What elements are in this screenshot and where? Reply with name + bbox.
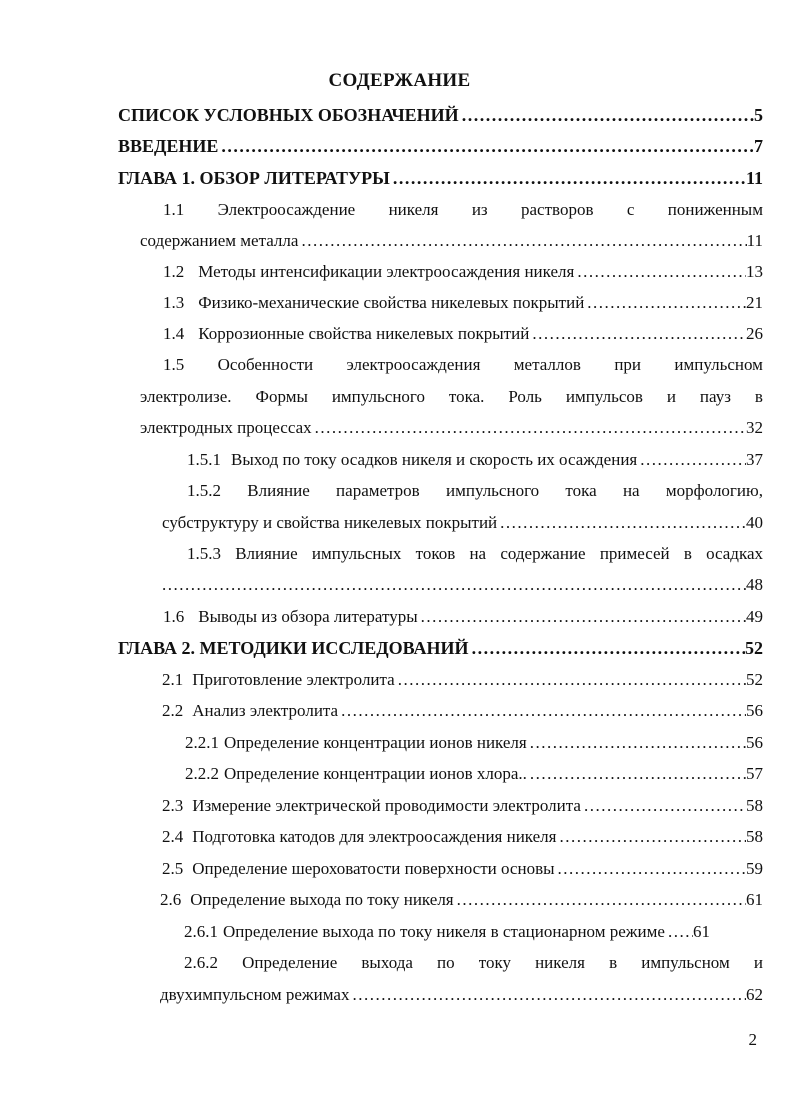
- toc-entry-title: Коррозионные свойства никелевых покрытий: [198, 324, 530, 343]
- toc-entry-number: 2.2: [162, 701, 184, 720]
- toc-word: Влияние: [247, 481, 310, 500]
- toc-word: параметров: [336, 481, 420, 500]
- toc-entry-page: 32: [746, 418, 763, 437]
- toc-word: Роль: [508, 387, 542, 406]
- toc-word: импульсных: [311, 544, 402, 563]
- toc-entry-page: 21: [746, 293, 763, 312]
- toc-word: электроосаждения: [346, 355, 481, 374]
- toc-word: импульсов: [565, 387, 643, 406]
- toc-entry-page: 26: [746, 324, 763, 343]
- toc-entry-number: 1.5.1: [187, 450, 221, 469]
- toc-word: в: [609, 953, 618, 972]
- toc-entry-number: 2.6: [160, 890, 182, 909]
- toc-entry-title: Определение шероховатости поверхности основы: [192, 859, 555, 878]
- dot-leader: [665, 919, 693, 945]
- toc-entry-page: 11: [745, 168, 763, 188]
- dot-leader: [497, 510, 746, 536]
- toc-entry-title: Выводы из обзора литературы: [198, 607, 418, 626]
- toc-word: из: [471, 200, 488, 219]
- toc-entry-title: Физико-механические свойства никелевых покрытий: [198, 293, 585, 312]
- toc-entry-page: 52: [745, 638, 763, 658]
- toc-entry-title: субструктуру и свойства никелевых покрытий: [162, 513, 498, 532]
- toc-word: и: [753, 953, 763, 972]
- toc-entry-title: Анализ электролита: [192, 701, 339, 720]
- toc-entry[interactable]: [163, 604, 763, 630]
- toc-entry-title: Измерение электрической проводимости электролита: [192, 796, 581, 815]
- toc-word: пауз: [699, 387, 731, 406]
- toc-entry-number: 1.3: [163, 293, 185, 312]
- toc-entry-page: 5: [754, 105, 763, 125]
- toc-word: примесей: [599, 544, 670, 563]
- toc-word: и: [666, 387, 676, 406]
- toc-entry-title: ГЛАВА 1. ОБЗОР ЛИТЕРАТУРЫ: [118, 168, 390, 188]
- dot-leader: [162, 572, 746, 598]
- toc-entry-page: 56: [746, 701, 763, 720]
- toc-word: никеля: [388, 200, 439, 219]
- toc-entry-title: двухимпульсном режимах: [160, 985, 350, 1004]
- toc-entry-title: СПИСОК УСЛОВНЫХ ОБОЗНАЧЕНИЙ: [118, 105, 459, 125]
- toc-entry[interactable]: [185, 761, 763, 787]
- toc-entry-page: 56: [746, 733, 763, 752]
- toc-entry[interactable]: [187, 447, 763, 473]
- toc-word: Влияние: [235, 544, 298, 563]
- toc-word: Электроосаждение: [217, 200, 356, 219]
- toc-entry-line3[interactable]: [140, 415, 763, 441]
- toc-word: с: [626, 200, 635, 219]
- toc-entry-page: 11: [746, 231, 763, 250]
- toc-entry[interactable]: [163, 321, 763, 347]
- toc-word: Определение: [242, 953, 338, 972]
- toc-entry-page: 61: [746, 890, 763, 909]
- toc-word: выхода: [361, 953, 413, 972]
- toc-word: тока.: [448, 387, 485, 406]
- toc-entry-line1[interactable]: [163, 197, 763, 223]
- toc-word: на: [622, 481, 640, 500]
- toc-entry-title: содержанием металла: [140, 231, 299, 250]
- toc-word: в: [683, 544, 692, 563]
- dot-leader: [218, 133, 754, 159]
- toc-word: осадках: [706, 544, 763, 563]
- toc-entry-title: Приготовление электролита: [192, 670, 395, 689]
- toc-entry[interactable]: [118, 165, 763, 191]
- toc-word: по: [437, 953, 455, 972]
- toc-entry-title: Методы интенсификации электроосаждения никеля: [198, 262, 575, 281]
- toc-entry-page: 58: [746, 796, 763, 815]
- dot-leader: [395, 667, 746, 693]
- toc-entry-page: 37: [746, 450, 763, 469]
- toc-entry-title: Определение концентрации ионов никеля: [224, 733, 527, 752]
- toc-entry-line1[interactable]: [187, 541, 763, 567]
- dot-leader: [454, 887, 746, 913]
- toc-entry-number: 2.2.2: [185, 764, 219, 783]
- toc-word: токов: [415, 544, 456, 563]
- toc-word: содержание: [500, 544, 586, 563]
- toc-word: морфологию,: [665, 481, 763, 500]
- dot-leader: [557, 824, 747, 850]
- toc-entry[interactable]: [184, 919, 763, 945]
- toc-entry[interactable]: [162, 824, 763, 850]
- dot-leader: [555, 856, 746, 882]
- toc-entry-line1[interactable]: [184, 950, 763, 976]
- toc-entry-number: 2.6.2: [184, 953, 218, 972]
- dot-leader: [527, 761, 746, 787]
- toc-entry-number: 1.6: [163, 607, 185, 626]
- toc-entry[interactable]: [118, 133, 763, 159]
- toc-entry[interactable]: [118, 102, 763, 128]
- toc-entry-page: 62: [746, 985, 763, 1004]
- toc-entry[interactable]: [160, 887, 763, 913]
- toc-word: в: [754, 387, 763, 406]
- toc-entry[interactable]: [162, 667, 763, 693]
- toc-entry-number: 2.6.1: [184, 922, 218, 941]
- toc-entry-page: 48: [746, 575, 763, 594]
- toc-entry-title: Определение выхода по току никеля в стационарном режиме: [223, 922, 665, 941]
- toc-entry[interactable]: [162, 793, 763, 819]
- toc-word: импульсного: [445, 481, 540, 500]
- dot-leader: [349, 982, 746, 1008]
- toc-word: при: [614, 355, 642, 374]
- toc-entry-page: 52: [746, 670, 763, 689]
- toc-entry-number: 2.3: [162, 796, 184, 815]
- dot-leader: [581, 793, 746, 819]
- toc-entry-number: 2.4: [162, 827, 184, 846]
- toc-entry-title: Определение концентрации ионов хлора..: [224, 764, 527, 783]
- toc-entry-title: Определение выхода по току никеля: [190, 890, 454, 909]
- toc-word: тока: [565, 481, 597, 500]
- dot-leader: [637, 447, 746, 473]
- toc-entry-page: 40: [746, 513, 763, 532]
- toc-entry-title: ВВЕДЕНИЕ: [118, 136, 219, 156]
- toc-entry-line2[interactable]: [162, 510, 763, 536]
- toc-entry[interactable]: [162, 698, 763, 724]
- toc-entry-title: Выход по току осадков никеля и скорость их осаждения: [231, 450, 638, 469]
- toc-entry-line2[interactable]: [162, 572, 763, 598]
- toc-word: Формы: [255, 387, 308, 406]
- page-title: СОДЕРЖАНИЕ: [328, 70, 471, 91]
- toc-word: металлов: [513, 355, 581, 374]
- dot-leader: [418, 604, 746, 630]
- toc-entry-number: 2.5: [162, 859, 184, 878]
- toc-entry-page: 13: [746, 262, 763, 281]
- toc-entry-line2[interactable]: [140, 384, 763, 410]
- toc-word: на: [469, 544, 487, 563]
- toc-entry-title: Подготовка катодов для электроосаждения никеля: [192, 827, 557, 846]
- toc-entry-page: 57: [746, 764, 763, 783]
- toc-entry[interactable]: [163, 259, 763, 285]
- dot-leader: [574, 259, 746, 285]
- dot-leader: [338, 698, 746, 724]
- toc-entry-number: 1.4: [163, 324, 185, 343]
- dot-leader: [584, 290, 746, 316]
- toc-entry-title: электродных процессах: [140, 418, 312, 437]
- dot-leader: [312, 415, 746, 441]
- dot-leader: [298, 228, 746, 254]
- toc-entry-line2[interactable]: [160, 982, 763, 1008]
- toc-word: току: [478, 953, 511, 972]
- toc-word: импульсном: [641, 953, 730, 972]
- toc-entry[interactable]: [118, 635, 763, 661]
- toc-word: Особенности: [217, 355, 314, 374]
- dot-leader: [469, 635, 745, 661]
- toc-word: электролизе.: [140, 387, 232, 406]
- toc-entry-number: 1.1: [163, 200, 185, 219]
- toc-entry-number: 1.5: [163, 355, 185, 374]
- toc-entry-number: 1.5.3: [187, 544, 221, 563]
- toc-entry[interactable]: [162, 856, 763, 882]
- page-number: 2: [748, 1030, 757, 1049]
- dot-leader: [459, 102, 754, 128]
- toc-entry-number: 1.2: [163, 262, 185, 281]
- toc-word: растворов: [521, 200, 594, 219]
- dot-leader: [527, 730, 746, 756]
- toc-entry[interactable]: [163, 290, 763, 316]
- toc-entry-number: 2.1: [162, 670, 184, 689]
- dot-leader: [390, 165, 746, 191]
- toc-word: импульсном: [674, 355, 763, 374]
- toc-entry-page: 7: [754, 136, 763, 156]
- toc-entry[interactable]: [185, 730, 763, 756]
- toc-entry-page: 49: [746, 607, 763, 626]
- toc-entry-line1[interactable]: [187, 478, 763, 504]
- toc-entry-page: 58: [746, 827, 763, 846]
- toc-entry-line1[interactable]: [163, 352, 763, 378]
- toc-entry-page: 59: [746, 859, 763, 878]
- dot-leader: [529, 321, 746, 347]
- toc-entry-title: ГЛАВА 2. МЕТОДИКИ ИССЛЕДОВАНИЙ: [118, 638, 469, 658]
- toc-entry-page: 61: [692, 922, 710, 941]
- toc-entry-number: 1.5.2: [187, 481, 221, 500]
- toc-entry-number: 2.2.1: [185, 733, 219, 752]
- toc-word: пониженным: [667, 200, 763, 219]
- toc-entry-line2[interactable]: [140, 228, 763, 254]
- toc-word: никеля: [535, 953, 585, 972]
- toc-word: импульсного: [331, 387, 425, 406]
